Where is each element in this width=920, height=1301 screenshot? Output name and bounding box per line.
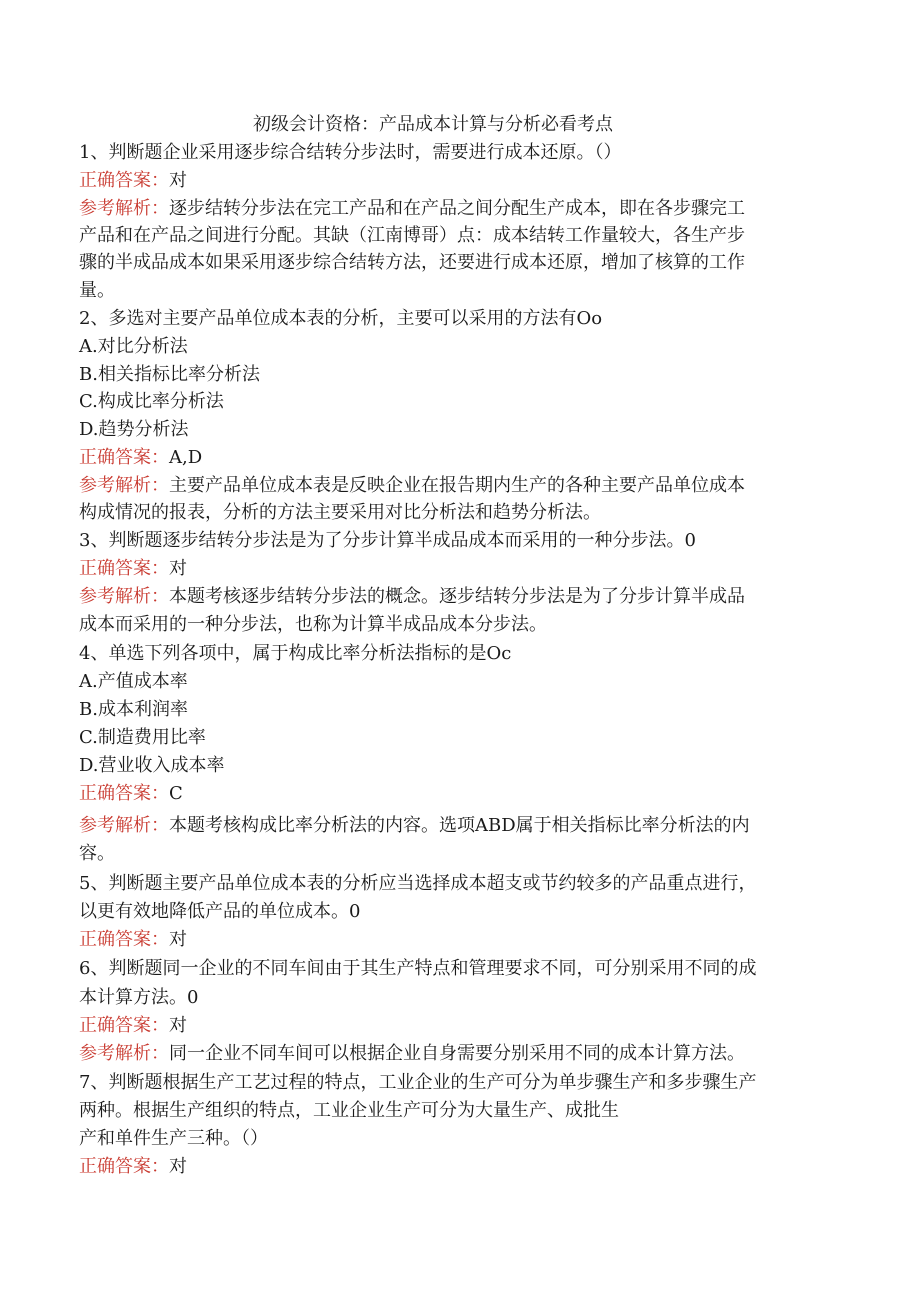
- analysis-text: 逐步结转分步法在完工产品和在产品之间分配生产成本，即在各步骤完工: [169, 198, 745, 219]
- answer-line-5: [79, 929, 187, 951]
- analysis-label: 参考解析：: [79, 815, 169, 836]
- answer-value: 对: [169, 929, 187, 950]
- answer-value: A,D: [169, 447, 203, 468]
- answer-line-7: [79, 1156, 187, 1178]
- question-7-cont: 产和单件生产三种。（）: [79, 1128, 268, 1149]
- answer-value: 对: [169, 1156, 187, 1177]
- answer-label: 正确答案：: [79, 783, 169, 804]
- answer-value: 对: [169, 558, 187, 579]
- analysis-text: 主要产品单位成本表是反映企业在报告期内生产的各种主要产品单位成本: [169, 475, 745, 496]
- answer-label: 正确答案：: [79, 558, 169, 579]
- answer-label: 正确答案：: [79, 447, 169, 468]
- question-5: 5、判断题主要产品单位成本表的分析应当选择成本超支或节约较多的产品重点进行，: [79, 873, 757, 894]
- analysis-line-3: [79, 586, 745, 608]
- analysis-text: 构成情况的报表，分析的方法主要采用对比分析法和趋势分析法。: [79, 502, 601, 523]
- answer-line-4: [79, 783, 183, 805]
- analysis-label: 参考解析：: [79, 586, 169, 607]
- answer-line-6: [79, 1015, 187, 1037]
- answer-label: 正确答案：: [79, 1015, 169, 1036]
- analysis-line-1: [79, 198, 745, 220]
- analysis-text: 本题考核构成比率分析法的内容。选项ABD属于相关指标比率分析法的内: [169, 815, 750, 836]
- answer-label: 正确答案：: [79, 929, 169, 950]
- analysis-text: 骤的半成品成本如果采用逐步综合结转方法，还要进行成本还原，增加了核算的工作: [79, 252, 745, 273]
- question-2: 2、多选对主要产品单位成本表的分析，主要可以采用的方法有Oo: [79, 308, 603, 329]
- option-c: C.构成比率分析法: [79, 391, 224, 412]
- question-1: 1、判断题企业采用逐步综合结转分步法时，需要进行成本还原。（）: [79, 142, 622, 163]
- question-6-cont: 本计算方法。0: [79, 987, 199, 1008]
- answer-line-3: [79, 558, 187, 580]
- option-c: C.制造费用比率: [79, 727, 206, 748]
- answer-line-2: [79, 447, 202, 469]
- analysis-text: 成本而采用的一种分步法，也称为计算半成品成本分步法。: [79, 614, 547, 635]
- analysis-text: 产品和在产品之间进行分配。其缺（江南博哥）点：成本结转工作量较大，各生产步: [79, 225, 745, 246]
- answer-value: C: [169, 783, 183, 804]
- option-b: B.相关指标比率分析法: [79, 364, 260, 385]
- question-7: 7、判断题根据生产工艺过程的特点，工业企业的生产可分为单步骤生产和多步骤生产: [79, 1072, 757, 1093]
- analysis-text: 量。: [79, 280, 115, 301]
- question-6: 6、判断题同一企业的不同车间由于其生产特点和管理要求不同，可分别采用不同的成: [79, 958, 757, 979]
- analysis-text: 容。: [79, 843, 115, 864]
- analysis-line-4: [79, 815, 750, 837]
- analysis-line-2: [79, 475, 745, 497]
- analysis-label: 参考解析：: [79, 1043, 169, 1064]
- analysis-label: 参考解析：: [79, 198, 169, 219]
- answer-label: 正确答案：: [79, 1156, 169, 1177]
- page-title: 初级会计资格：产品成本计算与分析必看考点: [253, 114, 613, 135]
- analysis-text: 同一企业不同车间可以根据企业自身需要分别采用不同的成本计算方法。: [169, 1043, 745, 1064]
- option-a: A.对比分析法: [79, 336, 188, 357]
- analysis-text: 本题考核逐步结转分步法的概念。逐步结转分步法是为了分步计算半成品: [169, 586, 745, 607]
- question-3: 3、判断题逐步结转分步法是为了分步计算半成品成本而采用的一种分步法。0: [79, 530, 696, 551]
- answer-value: 对: [169, 170, 187, 191]
- option-d: D.营业收入成本率: [79, 755, 225, 776]
- answer-value: 对: [169, 1015, 187, 1036]
- analysis-label: 参考解析：: [79, 475, 169, 496]
- answer-line-1: [79, 170, 187, 192]
- question-7-cont: 两种。根据生产组织的特点，工业企业生产可分为大量生产、成批生: [79, 1100, 619, 1121]
- option-b: B.成本利润率: [79, 699, 188, 720]
- question-5-cont: 以更有效地降低产品的单位成本。0: [79, 901, 361, 922]
- answer-label: 正确答案：: [79, 170, 169, 191]
- option-a: A.产值成本率: [79, 671, 188, 692]
- analysis-line-6: [79, 1043, 745, 1065]
- option-d: D.趋势分析法: [79, 419, 189, 440]
- question-4: 4、单选下列各项中，属于构成比率分析法指标的是Oc: [79, 643, 512, 664]
